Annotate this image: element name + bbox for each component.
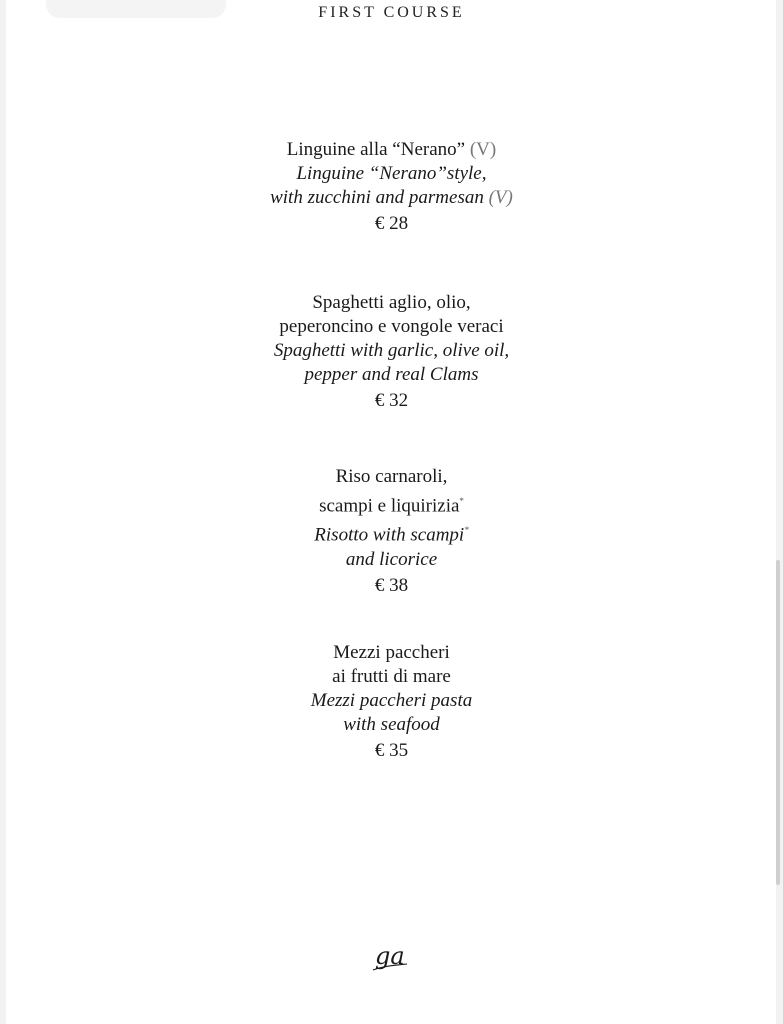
menu-item-linguine — [0, 138, 783, 236]
ga-monogram-logo-icon — [367, 940, 417, 980]
item-price: € 35 — [374, 740, 409, 761]
item-description-line: Mezzi paccheri pasta — [310, 690, 473, 711]
item-description-line: pepper and real Clams — [304, 364, 479, 385]
item-name-line: ai frutti di mare — [332, 666, 451, 687]
item-price: € 38 — [374, 574, 409, 596]
item-description-line: Linguine “Nerano”style, — [296, 163, 487, 184]
item-name-line: Riso carnaroli, — [335, 466, 448, 487]
scrollbar[interactable] — [776, 560, 780, 885]
menu-item-spaghetti — [0, 291, 783, 413]
item-name-line: peperoncino e vongole veraci — [279, 316, 504, 337]
item-description-line: with zucchini and parmesan (V) — [270, 187, 513, 208]
section-title: FIRST COURSE — [318, 4, 465, 21]
menu-item-paccheri — [0, 641, 783, 763]
ga-monogram-logo — [0, 940, 783, 985]
item-price: € 32 — [374, 390, 409, 411]
item-name-line: Mezzi paccheri — [333, 642, 450, 663]
svg-text:ga: ga — [374, 942, 405, 970]
menu-item-riso — [0, 465, 783, 598]
item-name-line: Spaghetti aglio, olio, — [312, 292, 471, 313]
item-description-line: and licorice — [345, 548, 438, 570]
item-description-line: Spaghetti with garlic, olive oil, — [273, 340, 510, 361]
item-description-line: with seafood — [343, 714, 440, 735]
item-name-line: Linguine alla “Nerano” (V) — [286, 139, 497, 160]
item-price: € 28 — [374, 213, 409, 234]
item-name-line: scampi e liquirizia* — [319, 495, 464, 517]
item-description-line: Risotto with scampi* — [314, 524, 469, 546]
